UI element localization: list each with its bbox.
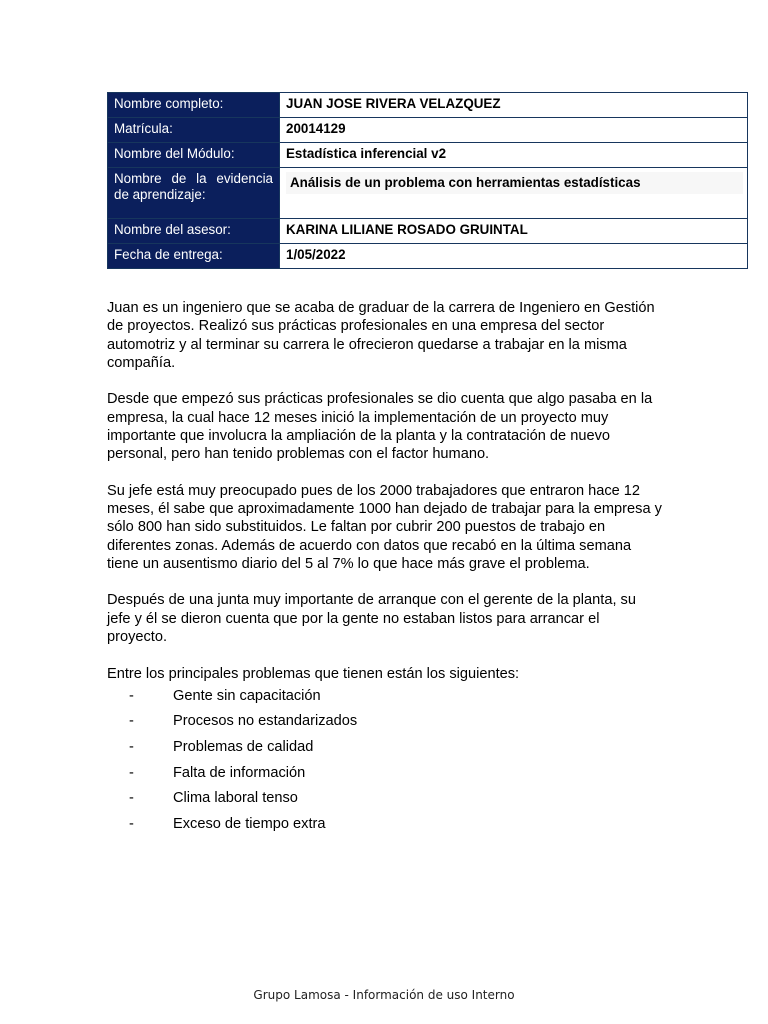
- list-item: [107, 712, 663, 738]
- student-id-value: 20014129: [280, 118, 748, 143]
- list-item-text: Falta de información: [173, 764, 306, 781]
- module-name-value: Estadística inferencial v2: [280, 143, 748, 168]
- list-dash: -: [129, 687, 134, 704]
- table-row: [108, 244, 748, 269]
- paragraph-intro: Juan es un ingeniero que se acaba de graduar de la carrera de Ingeniero en Gestión de proyectos. Realizó sus prácticas profesionales en una empresa del sector automotriz y al terminar su carrera le ofrecieron quedarse a trabajar en la misma compañía.: [107, 300, 655, 371]
- list-dash: -: [129, 738, 134, 755]
- list-item-text: Problemas de calidad: [173, 738, 314, 755]
- list-item-text: Gente sin capacitación: [173, 687, 321, 704]
- list-dash: -: [129, 764, 134, 781]
- list-item: [107, 789, 663, 815]
- list-item: [107, 738, 663, 764]
- problems-list: [107, 687, 663, 841]
- table-row: [108, 118, 748, 143]
- table-row: [108, 168, 748, 219]
- due-date-label: Fecha de entrega:: [108, 244, 280, 269]
- paragraph-context: Desde que empezó sus prácticas profesionales se dio cuenta que algo pasaba en la empresa, la cual hace 12 meses inició la implementación de un proyecto muy importante que involucra la ampliación de la planta y la contratación de nuevo personal, pero han tenido problemas con el factor humano.: [107, 391, 653, 463]
- advisor-name-value: KARINA LILIANE ROSADO GRUINTAL: [280, 219, 748, 244]
- document-body: [107, 299, 663, 840]
- table-row: [108, 143, 748, 168]
- list-dash: -: [129, 815, 134, 832]
- due-date-value: 1/05/2022: [280, 244, 748, 269]
- student-id-label: Matrícula:: [108, 118, 280, 143]
- list-dash: -: [129, 790, 134, 807]
- student-info-table: [107, 92, 748, 269]
- evidence-name-cell: [280, 168, 748, 219]
- list-item-text: Clima laboral tenso: [173, 790, 298, 807]
- list-item-text: Exceso de tiempo extra: [173, 815, 326, 832]
- paragraph-meeting: Después de una junta muy importante de arranque con el gerente de la planta, su jefe y él se dieron cuenta que por la gente no estaban listos para arrancar el proyecto.: [107, 592, 636, 646]
- full-name-value: JUAN JOSE RIVERA VELAZQUEZ: [280, 93, 748, 118]
- advisor-name-label: Nombre del asesor:: [108, 219, 280, 244]
- module-name-label: Nombre del Módulo:: [108, 143, 280, 168]
- paragraph-turnover: Su jefe está muy preocupado pues de los 2000 trabajadores que entraron hace 12 meses, él sabe que aproximadamente 1000 han dejado de trabajar para la empresa y sólo 800 han sido substituidos. Le faltan por cubrir 200 puestos de trabajo en diferentes zonas. Además de acuerdo con datos que recabó en la última semana tiene un ausentismo diario del 5 al 7% lo que hace más grave el problema.: [107, 482, 662, 572]
- list-item: [107, 815, 663, 841]
- list-item-text: Procesos no estandarizados: [173, 713, 358, 730]
- list-dash: -: [129, 713, 134, 730]
- evidence-name-label: Nombre de la evidencia de aprendizaje:: [108, 168, 280, 219]
- paragraph-problems-intro: Entre los principales problemas que tienen están los siguientes:: [107, 665, 520, 682]
- list-item: [107, 764, 663, 790]
- table-row: [108, 219, 748, 244]
- page-footer: Grupo Lamosa - Información de uso Interno: [253, 988, 515, 1002]
- table-row: [108, 93, 748, 118]
- evidence-name-value: Análisis de un problema con herramientas estadísticas: [286, 172, 743, 194]
- full-name-label: Nombre completo:: [108, 93, 280, 118]
- list-item: [107, 687, 663, 713]
